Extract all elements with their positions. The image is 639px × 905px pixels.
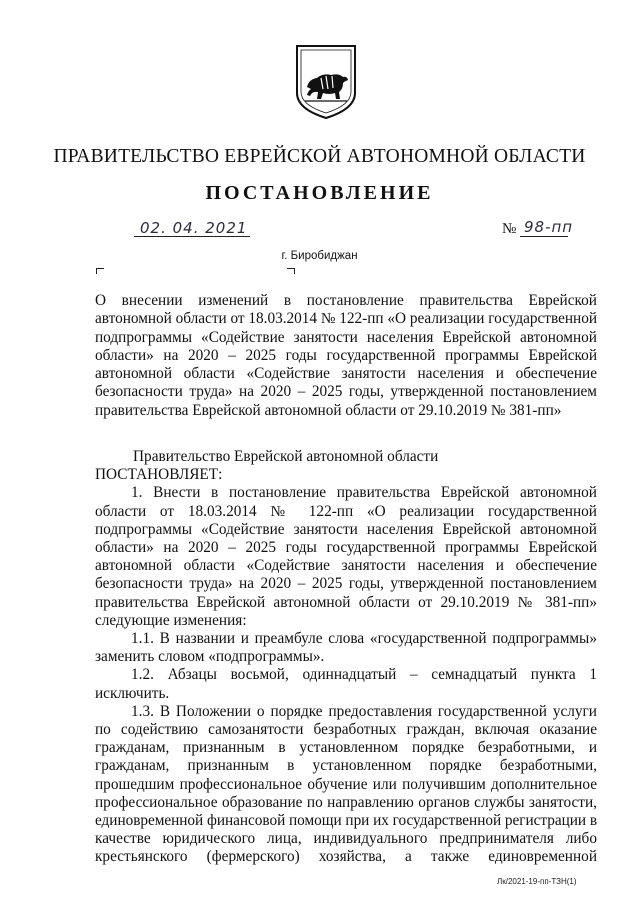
clause-1-3-line: прошедшим профессиональное обучение или получившим дополнительное	[95, 775, 597, 793]
clause-1-3-line: гражданам, признанным в установленном порядке безработными,	[95, 757, 597, 775]
clause-1-3-line: гражданам, признанным в установленном порядке безработными, и	[95, 739, 597, 757]
subject-line: области» на 2020 – 2025 годы государственной программы Еврейской	[95, 346, 597, 364]
clause-1-line: подпрограммы «Содействие занятости населения Еврейской автономной	[95, 520, 597, 538]
clause-1-3-line: крестьянского (фермерского) хозяйства, а также единовременной	[95, 848, 597, 866]
clause-1-2-line: исключить.	[95, 684, 170, 702]
clause-1-3-line: профессиональное образование по направлению органов службы занятости,	[95, 793, 597, 811]
document-type-title: ПОСТАНОВЛЕНИЕ	[205, 182, 434, 204]
preamble-line: Правительство Еврейской автономной области	[133, 448, 439, 465]
clause-1-line: правительства Еврейской автономной области от 29.10.2019 № 381-пп»	[95, 593, 597, 611]
document-subject	[95, 292, 597, 420]
document-code-footer: Лк/2021-19-пп-ТЗН(1)	[497, 877, 577, 886]
subject-line: О внесении изменений в постановление правительства Еврейской	[95, 292, 597, 309]
clause-1-1-line: заменить словом «подпрограммы».	[95, 648, 325, 666]
corner-bracket-right	[287, 268, 295, 274]
city-name: г. Биробиджан	[281, 250, 358, 262]
number-sign: №	[502, 221, 517, 237]
clause-1-line: автономной области «Содействие занятости населения и обеспечение	[95, 557, 597, 575]
subject-line: правительства Еврейской автономной области от 29.10.2019 № 381-пп»	[95, 401, 562, 419]
clause-1-line: области» на 2020 – 2025 годы государственной программы Еврейской	[95, 539, 597, 557]
preamble-resolves: ПОСТАНОВЛЯЕТ:	[95, 466, 223, 484]
date-underline	[134, 236, 250, 237]
clause-1-line: 1. Внести в постановление правительства Еврейской автономной	[131, 484, 597, 502]
clause-1-3-line: 1.3. В Положении о порядке предоставления государственной услуги	[131, 702, 597, 720]
number-underline	[520, 236, 568, 237]
clause-1-3-line: по содействию самозанятости безработных граждан, включая оказание	[95, 721, 597, 739]
corner-bracket-left	[96, 268, 104, 274]
subject-line: автономной области от 18.03.2014 № 122-пп «О реализации государственной	[95, 310, 597, 328]
coat-of-arms-tiger-icon	[293, 43, 359, 121]
document-date: 02. 04. 2021	[140, 219, 248, 237]
clause-1-3-line: качестве юридического лица, индивидуального предпринимателя либо	[95, 830, 597, 848]
subject-line: подпрограммы «Содействие занятости населения Еврейской автономной	[95, 328, 597, 346]
document-body	[95, 448, 597, 867]
clause-1-line: следующие изменения:	[95, 611, 247, 629]
clause-1-3-line: единовременной финансовой помощи при их государственной регистрации в	[95, 812, 597, 830]
clause-1-2-line: 1.2. Абзацы восьмой, одиннадцатый – семнадцатый пункта 1	[131, 666, 597, 684]
government-name: ПРАВИТЕЛЬСТВО ЕВРЕЙСКОЙ АВТОНОМНОЙ ОБЛАСТИ	[53, 146, 586, 167]
clause-1-line: безопасности труда» на 2020 – 2025 годы, утвержденной постановлением	[95, 575, 597, 593]
subject-line: безопасности труда» на 2020 – 2025 годы, утвержденной постановлением	[95, 383, 597, 401]
subject-line: автономной области «Содействие занятости населения и обеспечение	[95, 365, 597, 383]
clause-1-1-line: 1.1. В названии и преамбуле слова «государственной подпрограммы»	[131, 630, 597, 648]
document-number: 98-пп	[524, 218, 574, 236]
clause-1-line: области от 18.03.2014 № 122-пп «О реализации государственной	[95, 502, 597, 520]
